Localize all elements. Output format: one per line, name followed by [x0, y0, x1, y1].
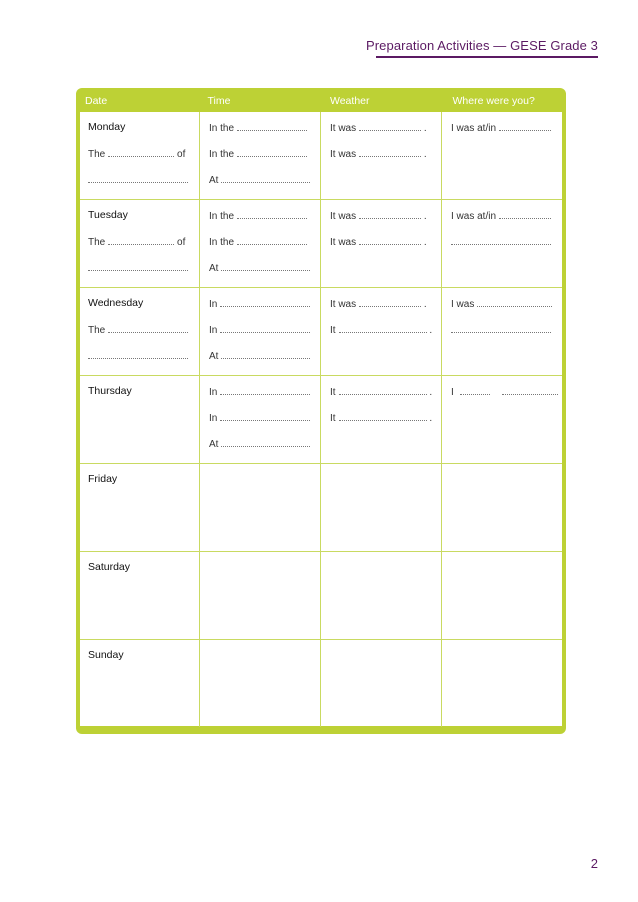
prompt-text: In the: [209, 211, 235, 222]
place-cell: [442, 200, 562, 287]
period: .: [429, 325, 433, 336]
period: .: [429, 387, 433, 398]
month-fill-line: [88, 349, 188, 362]
time-cell: [200, 200, 321, 287]
time-cell: [200, 112, 321, 199]
date-cell: [80, 112, 200, 199]
period: .: [423, 123, 427, 134]
page-number: 2: [590, 856, 598, 871]
weather-cell: [321, 200, 442, 287]
weather-fill-line: [330, 411, 432, 424]
date-cell: [80, 376, 200, 463]
place-cell: [442, 288, 562, 375]
prompt-text: In: [209, 387, 218, 398]
fill-blank[interactable]: [237, 209, 307, 219]
fill-blank[interactable]: [220, 297, 310, 307]
fill-blank[interactable]: [339, 411, 427, 421]
fill-blank[interactable]: [359, 121, 421, 131]
fill-blank[interactable]: [108, 147, 174, 157]
prompt-text: It: [330, 387, 336, 398]
fill-blank[interactable]: [221, 173, 310, 183]
fill-blank[interactable]: [88, 349, 188, 359]
prompt-text: In: [209, 299, 218, 310]
column-header-date: Date: [85, 95, 108, 107]
weather-cell: [321, 112, 442, 199]
date-cell: [80, 288, 200, 375]
fill-blank[interactable]: [460, 385, 490, 395]
weather-fill-line: [330, 147, 427, 160]
day-label: Thursday: [88, 385, 132, 397]
place-fill-line: [451, 235, 551, 248]
prompt-text: At: [209, 263, 219, 274]
day-label: Sunday: [88, 649, 124, 661]
place-fill-line: [451, 323, 551, 336]
time-cell[interactable]: [200, 464, 321, 551]
weather-fill-line: [330, 297, 427, 310]
fill-blank[interactable]: [451, 323, 551, 333]
table-row-wednesday: [80, 288, 562, 376]
fill-blank[interactable]: [451, 235, 551, 245]
prompt-text: The: [88, 325, 106, 336]
prompt-text: In the: [209, 123, 235, 134]
time-fill-line: [209, 173, 310, 186]
day-label: Saturday: [88, 561, 131, 573]
place-fill-line: [451, 209, 551, 222]
table-row-friday: [80, 464, 562, 552]
fill-blank[interactable]: [88, 261, 188, 271]
date-fill-line: [88, 147, 185, 160]
day-label: Tuesday: [88, 209, 128, 221]
weather-fill-line: [330, 323, 432, 336]
fill-blank[interactable]: [359, 297, 421, 307]
place-fill-line: [451, 121, 551, 134]
table-row-thursday: [80, 376, 562, 464]
date-cell: [80, 640, 200, 727]
fill-blank[interactable]: [502, 385, 558, 395]
time-cell: [200, 376, 321, 463]
period: .: [423, 211, 427, 222]
period: .: [429, 413, 433, 424]
prompt-text: At: [209, 351, 219, 362]
prompt-text: It was: [330, 299, 357, 310]
date-fill-line: [88, 323, 188, 336]
table-row-tuesday: [80, 200, 562, 288]
prompt-text: In the: [209, 149, 235, 160]
weather-cell: [321, 376, 442, 463]
weather-cell[interactable]: [321, 552, 442, 639]
column-header-weather: Weather: [330, 95, 370, 107]
time-fill-line: [209, 261, 310, 274]
fill-blank[interactable]: [221, 261, 310, 271]
place-cell[interactable]: [442, 640, 562, 727]
time-fill-line: [209, 323, 310, 336]
time-cell[interactable]: [200, 640, 321, 727]
weather-cell: [321, 288, 442, 375]
day-label: Monday: [88, 121, 126, 133]
fill-blank[interactable]: [221, 349, 310, 359]
weather-fill-line: [330, 121, 427, 134]
day-label: Wednesday: [88, 297, 144, 309]
prompt-text: of: [177, 237, 186, 248]
time-fill-line: [209, 209, 307, 222]
place-cell[interactable]: [442, 552, 562, 639]
table-row-saturday: [80, 552, 562, 640]
time-fill-line: [209, 235, 307, 248]
weather-cell[interactable]: [321, 464, 442, 551]
month-fill-line: [88, 173, 188, 186]
fill-blank[interactable]: [108, 235, 174, 245]
fill-blank[interactable]: [108, 323, 188, 333]
prompt-text: The: [88, 237, 106, 248]
place-cell: [442, 376, 562, 463]
prompt-text: I was at/in: [451, 123, 497, 134]
period: .: [423, 149, 427, 160]
time-fill-line: [209, 297, 310, 310]
fill-blank[interactable]: [237, 121, 307, 131]
table-row-monday: [80, 112, 562, 200]
fill-blank[interactable]: [221, 437, 310, 447]
prompt-text: I: [451, 387, 454, 398]
prompt-text: The: [88, 149, 106, 160]
time-fill-line: [209, 147, 307, 160]
time-fill-line: [209, 411, 310, 424]
weather-fill-line: [330, 209, 427, 222]
prompt-text: It was: [330, 237, 357, 248]
time-cell[interactable]: [200, 552, 321, 639]
fill-blank[interactable]: [359, 147, 421, 157]
time-fill-line: [209, 349, 310, 362]
column-header-where: Where were you?: [452, 95, 535, 107]
prompt-text: I was at/in: [451, 211, 497, 222]
time-cell: [200, 288, 321, 375]
fill-blank[interactable]: [339, 385, 427, 395]
time-fill-line: [209, 437, 310, 450]
weather-fill-line: [330, 235, 427, 248]
header-underline: [376, 56, 598, 58]
table-body: [80, 112, 562, 726]
prompt-text: At: [209, 175, 219, 186]
fill-blank[interactable]: [220, 323, 310, 333]
prompt-text: In: [209, 325, 218, 336]
prompt-text: It was: [330, 123, 357, 134]
column-header-time: Time: [207, 95, 231, 107]
fill-blank[interactable]: [220, 411, 310, 421]
fill-blank[interactable]: [359, 209, 421, 219]
table-header: [76, 88, 566, 112]
prompt-text: It was: [330, 149, 357, 160]
weekly-activity-table: [76, 88, 566, 734]
prompt-text: In the: [209, 237, 235, 248]
fill-blank[interactable]: [237, 235, 307, 245]
weather-fill-line: [330, 385, 432, 398]
fill-blank[interactable]: [477, 297, 552, 307]
fill-blank[interactable]: [499, 209, 551, 219]
prompt-text: In: [209, 413, 218, 424]
fill-blank[interactable]: [499, 121, 551, 131]
prompt-text: It: [330, 413, 336, 424]
prompt-text: of: [177, 149, 186, 160]
page-header-title: Preparation Activities — GESE Grade 3: [365, 38, 598, 53]
prompt-text: At: [209, 439, 219, 450]
date-cell: [80, 200, 200, 287]
fill-blank[interactable]: [359, 235, 421, 245]
date-cell: [80, 552, 200, 639]
period: .: [423, 237, 427, 248]
weather-cell[interactable]: [321, 640, 442, 727]
table-row-sunday: [80, 640, 562, 727]
fill-blank[interactable]: [220, 385, 310, 395]
place-fill-line: [451, 297, 552, 310]
place-cell[interactable]: [442, 464, 562, 551]
fill-blank[interactable]: [88, 173, 188, 183]
prompt-text: It: [330, 325, 336, 336]
fill-blank[interactable]: [339, 323, 427, 333]
day-label: Friday: [88, 473, 118, 485]
date-cell: [80, 464, 200, 551]
prompt-text: I was: [451, 299, 475, 310]
time-fill-line: [209, 385, 310, 398]
fill-blank[interactable]: [237, 147, 307, 157]
time-fill-line: [209, 121, 307, 134]
period: .: [423, 299, 427, 310]
date-fill-line: [88, 235, 185, 248]
place-cell: [442, 112, 562, 199]
place-fill-line: [451, 385, 558, 398]
prompt-text: It was: [330, 211, 357, 222]
month-fill-line: [88, 261, 188, 274]
